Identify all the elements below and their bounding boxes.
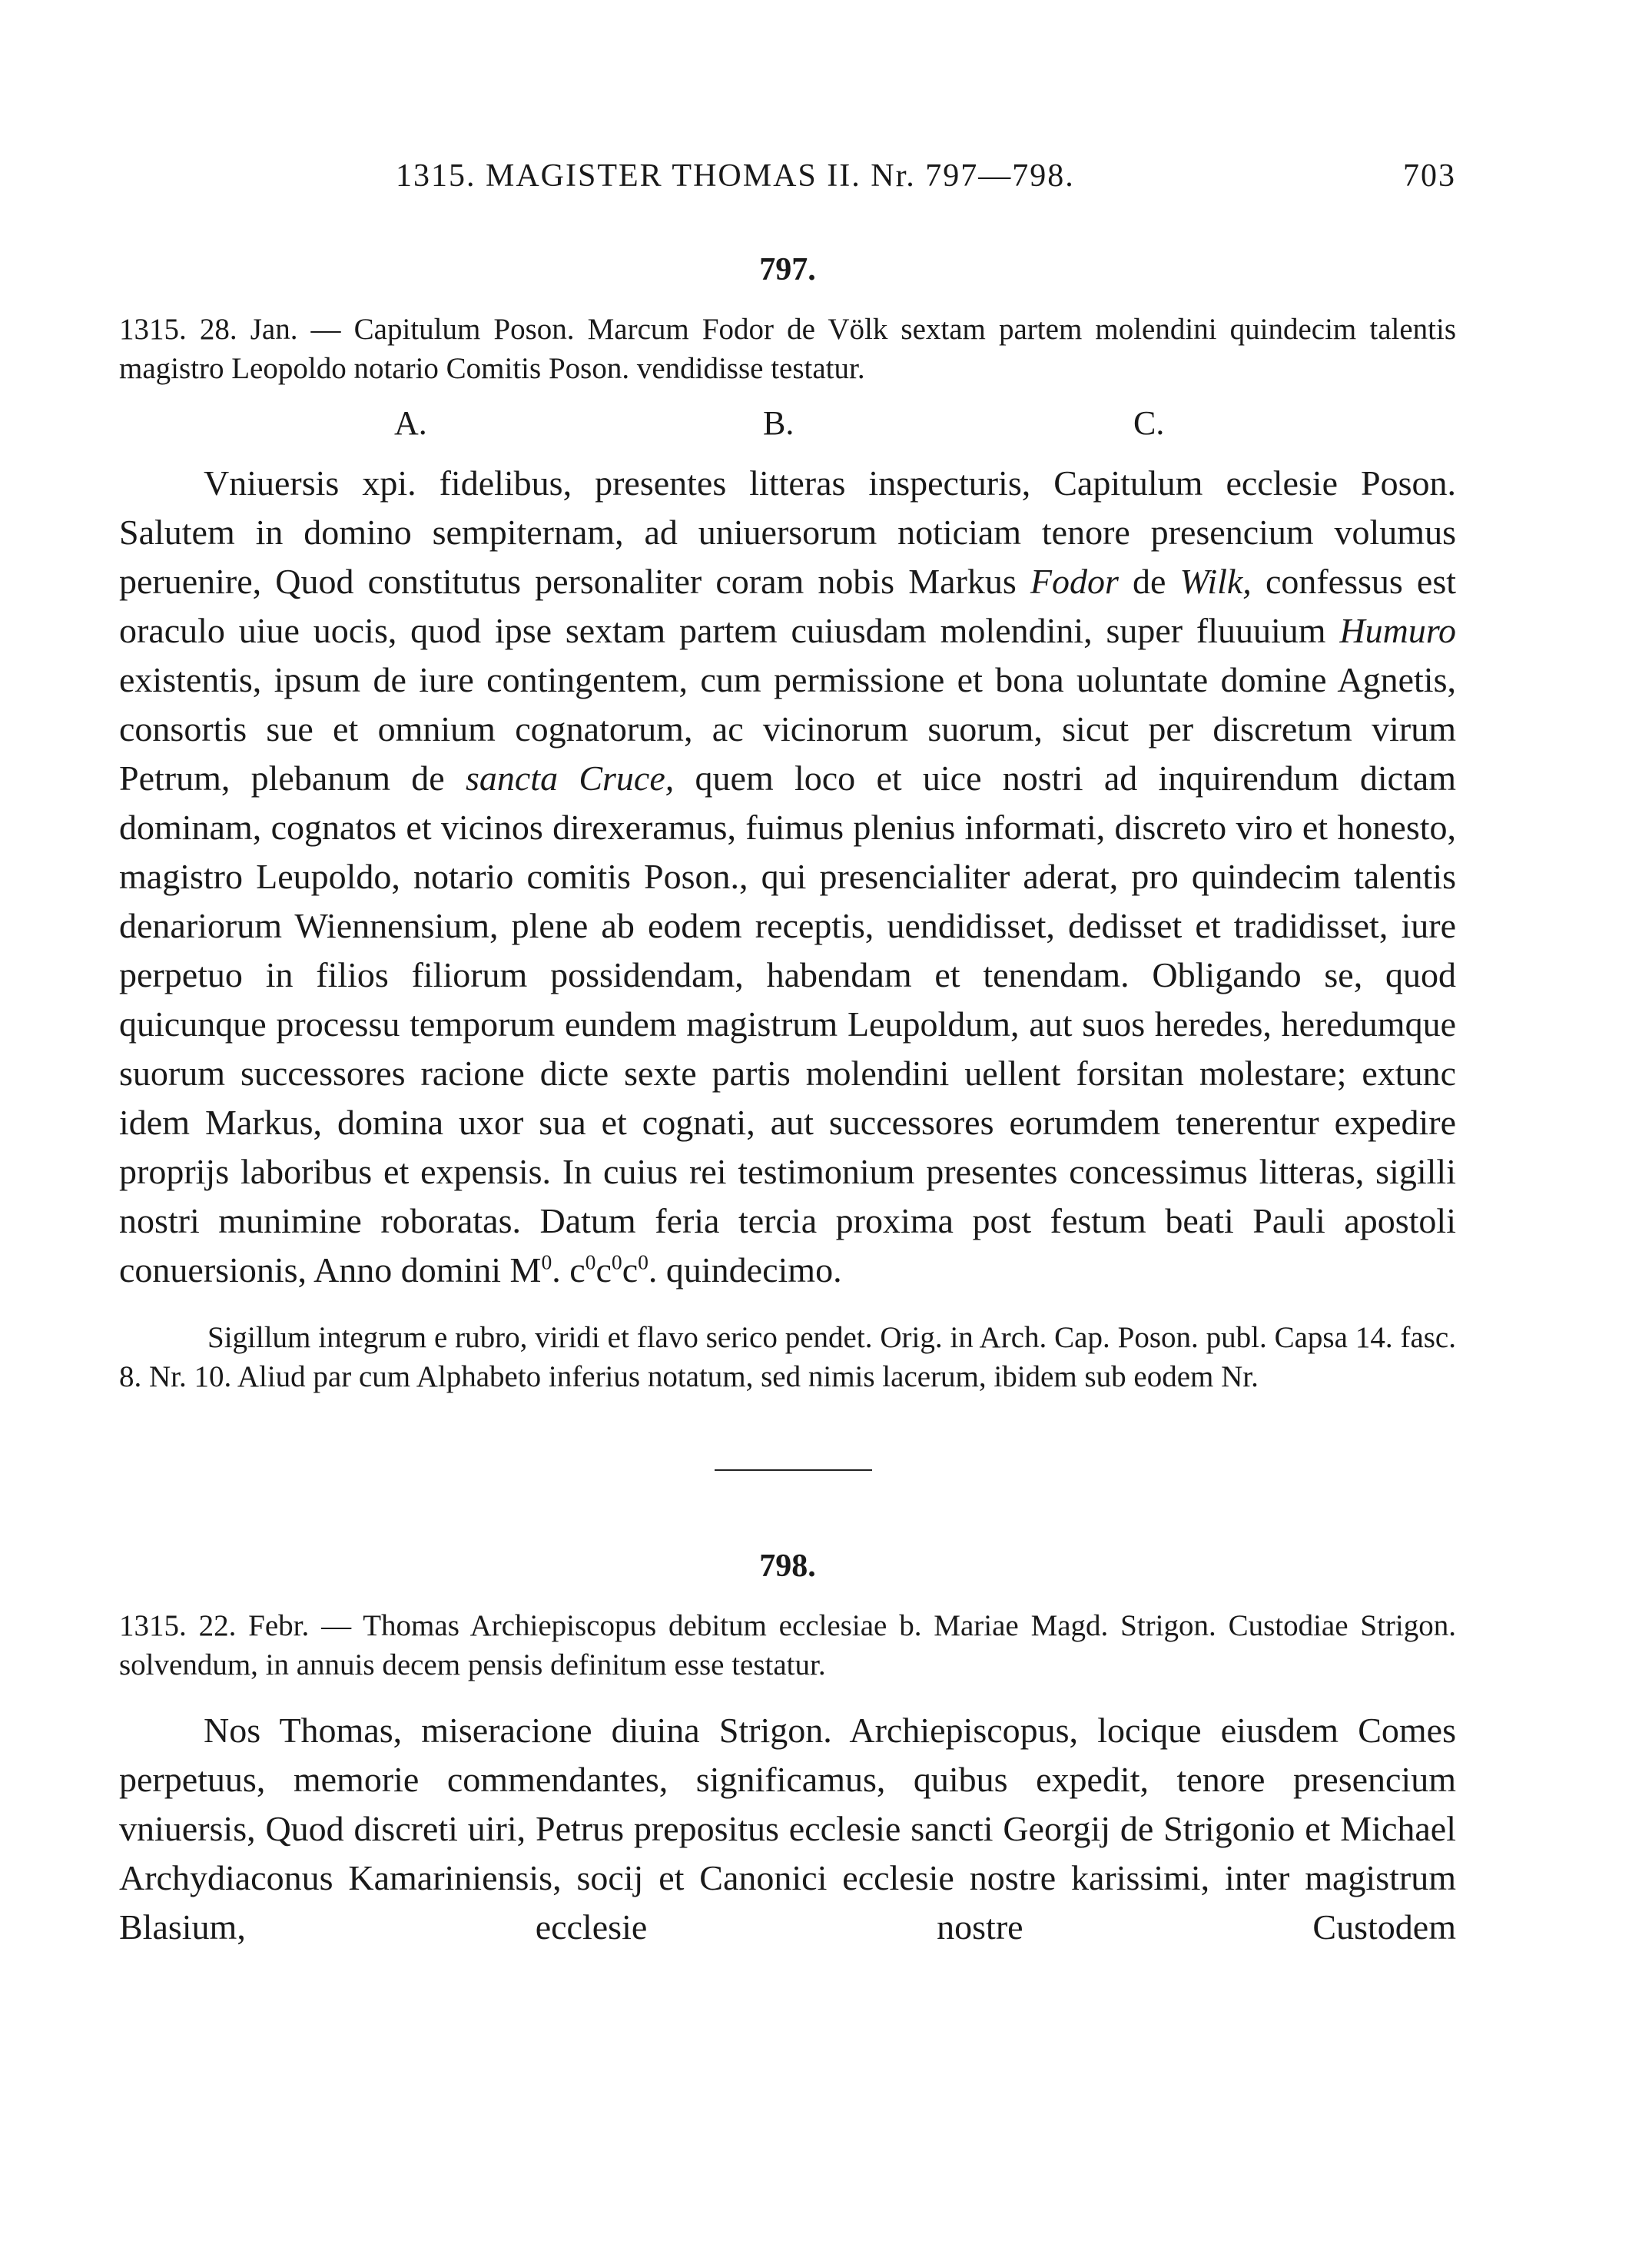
charter-text-798: Nos Thomas, miseracione diuina Strigon. Archiepiscopus, locique eiusdem Comes perpetuus, memorie commendantes, significamus, quibus expedit, tenore presencium vniuersis, Quod discreti uiri, Petrus prepositus ecclesie sancti Georgij de Strigonio et Michael Archydiaconus Kamariniensis, socij et Canonici ecclesie nostre karissimi, inter magistrum Blasium, ecclesie nostre Custodem [119, 1711, 1456, 1947]
text-segment: . c [552, 1250, 585, 1290]
text-segment: existentis, ipsum de iure contingentem, cum permissione et bona uoluntate domine Agnetis, consortis sue et omnium cognatorum, ac vicinorum suorum, sicut per discretum virum Petrum, plebanum de [119, 660, 1456, 798]
personal-name: Fodor [1030, 562, 1119, 601]
page-number: 703 [1403, 158, 1456, 194]
archival-note-797: Sigillum integrum e rubro, viridi et flavo serico pendet. Orig. in Arch. Cap. Poson. publ. Capsa 14. fasc. 8. Nr. 10. Aliud par cum Alphabeto inferius notatum, sed nimis lacerum, ibidem sub eodem Nr. [119, 1321, 1456, 1393]
charter-text-797 [119, 459, 1456, 1295]
text-segment: c [595, 1250, 612, 1290]
section-divider [715, 1469, 872, 1471]
page [119, 158, 1456, 1952]
document-number-798: 798. [759, 1548, 816, 1584]
place-name: Wilk, [1179, 562, 1252, 601]
text-segment: confessus est oraculo uiue uocis, quod ipse sextam partem cuiusdam molendini, super fluuuium [119, 562, 1457, 650]
siglum-c: C. [1133, 404, 1165, 442]
document-number-797: 797. [759, 252, 816, 287]
text-segment: Vniuersis xpi. fidelibus, presentes litteras inspecturis, Capitulum ecclesie Poson. Salutem in domino sempiternam, ad uniuersorum noticiam tenore presencium volumus peruenire, Quod constitutus personaliter coram nobis Markus [119, 463, 1456, 601]
siglum-b: B. [763, 404, 794, 442]
superscript: 0 [611, 1250, 622, 1274]
superscript: 0 [638, 1250, 649, 1274]
superscript: 0 [585, 1250, 596, 1274]
regest-797: 1315. 28. Jan. — Capitulum Poson. Marcum Fodor de Völk sextam partem molendini quindecim talentis magistro Leopoldo notario Comitis Poson. vendidisse testatur. [119, 313, 1456, 385]
manuscript-sigla [119, 403, 1456, 453]
regest-798: 1315. 22. Febr. — Thomas Archiepiscopus debitum ecclesiae b. Mariae Magd. Strigon. Custodiae Strigon. solvendum, in annuis decem pensis definitum esse testatur. [119, 1609, 1456, 1681]
text-segment: de [1133, 562, 1166, 601]
text-segment: . quindecimo. [648, 1250, 842, 1290]
text-segment: quem loco et uice nostri ad inquirendum dictam dominam, cognatos et vicinos direxeramus, fuimus plenius informati, discreto viro et honesto, magistro Leupoldo, notario comitis Poson., qui presencialiter aderat, pro quindecim talentis denariorum Wiennensium, plene ab eodem receptis, uendidisset, dedisset et tradidisset, iure perpetuo in filios filiorum possidendam, habendam et tenendam. Obligando se, quod quicunque processu temporum eundem magistrum Leupoldum, aut suos heredes, heredumque suorum successores racione dicte sexte partis molendini uellent forsitan molestare; extunc idem Markus, domina uxor sua et cognati, aut successores eorumdem tenerentur expedire proprijs laboribus et expensis. In cuius rei testimonium presentes concessimus litteras, sigilli nostri munimine roboratas. Datum feria tercia proxima post festum beati Pauli apostoli conuersionis, Anno domini M [119, 758, 1457, 1290]
place-name: sancta Cruce, [465, 758, 675, 798]
superscript: 0 [541, 1250, 552, 1274]
running-head [119, 158, 1456, 204]
running-title: 1315. MAGISTER THOMAS II. Nr. 797—798. [396, 158, 1075, 194]
text-segment: c [622, 1250, 639, 1290]
siglum-a: A. [394, 404, 427, 442]
river-name: Humuro [1339, 611, 1457, 650]
